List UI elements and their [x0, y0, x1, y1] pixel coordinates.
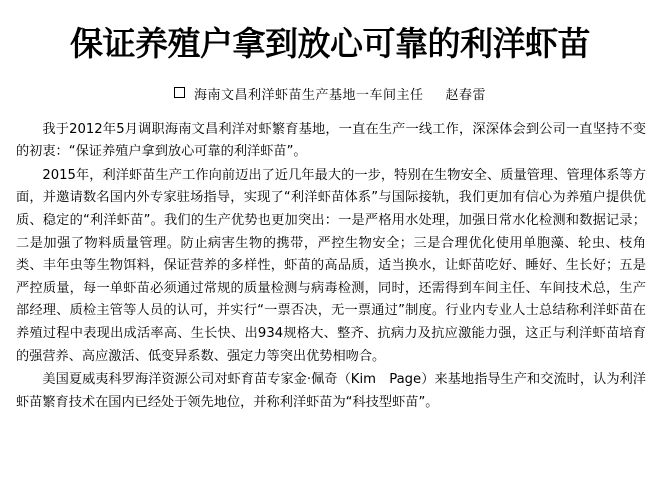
article-body — [0, 119, 660, 415]
byline-affiliation: 海南文昌利洋虾苗生产基地一车间主任 — [193, 87, 424, 103]
page-title: 保证养殖户拿到放心可靠的利洋虾苗 — [70, 24, 590, 63]
byline-author: 赵春雷 — [445, 87, 487, 103]
paragraph-3: 美国夏威夷科罗海洋资源公司对虾育苗专家金·佩奇（Kim Page）来基地指导生产和交流时，认为利洋虾苗繁育技术在国内已经处于领先地位，并称利洋虾苗为“科技型虾苗”。 — [16, 372, 646, 410]
checkbox-icon — [174, 87, 185, 98]
document-page — [0, 24, 660, 502]
paragraph-1: 我于2012年5月调职海南文昌利洋对虾繁育基地，一直在生产一线工作，深深体会到公司一直坚持不变的初衷：“保证养殖户拿到放心可靠的利洋虾苗”。 — [16, 121, 646, 160]
byline — [0, 84, 660, 103]
paragraph-2: 2015年，利洋虾苗生产工作向前迈出了近几年最大的一步，特别在生物安全、质量管理、管理体系等方面，并邀请数名国内外专家驻场指导，实现了“利洋虾苗体系”与国际接轨，我们更加有信心为养殖户提供优质、稳定的“利洋虾苗”。我们的生产优势也更加突出：一是严格用水处理，加强日常水化检测和数据记录；二是加强了物料质量管理。防止病害生物的携带，严控生物安全；三是合理优化使用单胞藻、轮虫、枝角类、丰年虫等生物饵料，保证营养的多样性，虾苗的高品质，适当换水，让虾苗吃好、睡好、生长好；五是严控质量，每一单虾苗必须通过常规的质量检测与病毒检测，同时，还需得到车间主任、车间技术总，生产部经理、质检主管等人员的认可，并实行“一票否决，无一票通过”制度。行业内专业人士总结称利洋虾苗在养殖过程中表现出成活率高、生长快、出934规格大、整齐、抗病力及抗应激能力强，这正与利洋虾苗培育的强营养、高应激活、低变异系数、强定力等突出优势相吻合。 — [16, 167, 646, 364]
